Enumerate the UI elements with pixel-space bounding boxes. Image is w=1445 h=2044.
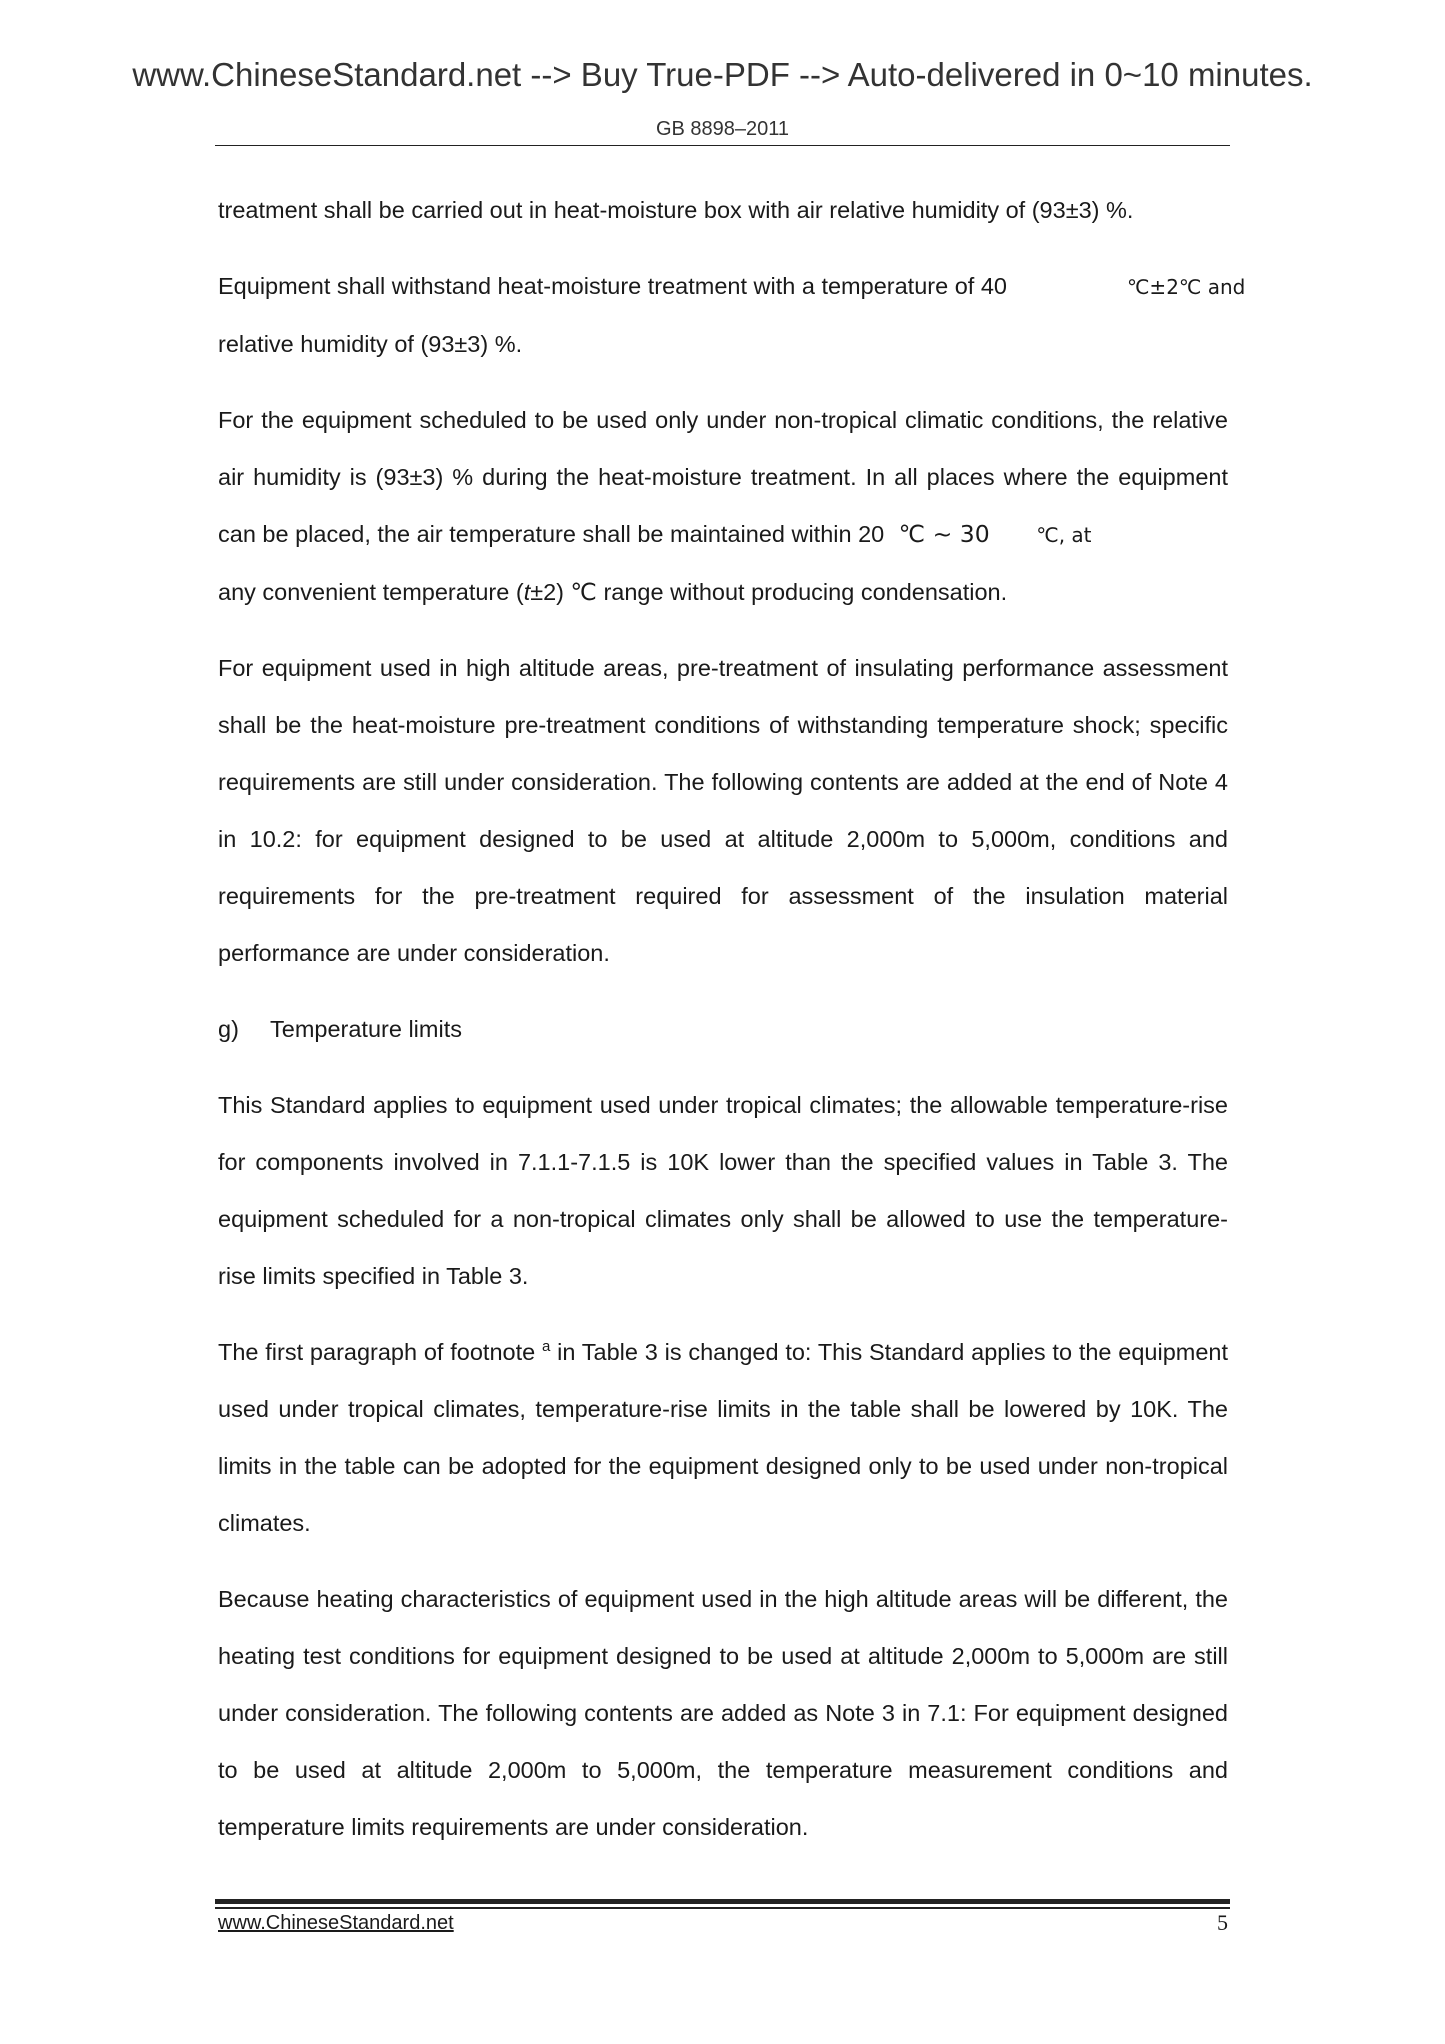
page-body xyxy=(218,182,1246,1875)
temperature-variable: t xyxy=(523,579,531,605)
footer-rule-thick xyxy=(215,1899,1230,1904)
paragraph-6-post: in Table 3 is changed to: This Standard applies to the equipment used under tropical climates, temperature-rise limits in the table shall be lowered by 10K. The limits in the table can be adopted for the equipment designed only to be used under non-tropical climates. xyxy=(218,1339,1229,1536)
footer-website-link[interactable]: www.ChineseStandard.net xyxy=(218,1912,454,1934)
paragraph-3-second-pre: any convenient temperature ( xyxy=(218,579,524,605)
list-item-g xyxy=(218,1001,1228,1058)
paragraph-3 xyxy=(218,392,1228,621)
list-item-marker: g) xyxy=(218,1016,239,1042)
footer-rule-thin xyxy=(215,1907,1230,1909)
temperature-tail: ℃±2℃ and xyxy=(1126,275,1246,299)
temperature-tail-2: ℃, at xyxy=(1036,523,1092,547)
paragraph-1: treatment shall be carried out in heat-moisture box with air relative humidity of (93±3) %. xyxy=(218,197,1134,223)
paragraph-2-text: Equipment shall withstand heat-moisture treatment with a temperature of 40 xyxy=(218,273,1007,299)
paragraph-4: For equipment used in high altitude areas, pre-treatment of insulating performance assessment shall be the heat-moisture pre-treatment conditions of withstanding temperature shock; specific requirements are still under consideration. The following contents are added at the end of Note 4 in 10.2: for equipment designed to be used at altitude 2,000m to 5,000m, conditions and requirements for the pre-treatment required for assessment of the insulation material performance are under consideration. xyxy=(218,655,1228,966)
paragraph-2 xyxy=(218,258,1246,373)
top-banner: www.ChineseStandard.net --> Buy True-PDF --> Auto-delivered in 0~10 minutes. xyxy=(132,56,1313,93)
standard-code: GB 8898–2011 xyxy=(655,118,790,140)
paragraph-6 xyxy=(218,1324,1228,1552)
paragraph-5: This Standard applies to equipment used under tropical climates; the allowable temperature-rise for components involved in 7.1.1-7.1.5 is 10K lower than the specified values in Table 3. The equipment scheduled for a non-tropical climates only shall be allowed to use the temperature-rise limits specified in Table 3. xyxy=(218,1092,1228,1289)
paragraph-3-second-post: ±2) ℃ range without producing condensation. xyxy=(530,579,1008,605)
header-rule xyxy=(215,145,1230,146)
footnote-marker: a xyxy=(541,1338,551,1356)
paragraph-2-line-1 xyxy=(218,258,1246,316)
list-item-title: Temperature limits xyxy=(270,1016,462,1042)
page-number: 5 xyxy=(1217,1910,1228,1935)
paragraph-2-line-2: relative humidity of (93±3) %. xyxy=(218,331,523,357)
paragraph-6-pre: The first paragraph of footnote xyxy=(218,1339,536,1365)
paragraph-3-main: For the equipment scheduled to be used only under non-tropical climatic conditions, the relative air humidity is (93±3) % during the heat-moisture treatment. In all places where the equipment can be placed, the air temperature shall be maintained within 20 xyxy=(218,407,1228,547)
temperature-range: ℃ ~ 30 xyxy=(898,520,990,548)
paragraph-7: Because heating characteristics of equipment used in the high altitude areas will be different, the heating test conditions for equipment designed to be used at altitude 2,000m to 5,000m are still under consideration. The following contents are added as Note 3 in 7.1: For equipment designed to be used at altitude 2,000m to 5,000m, the temperature measurement conditions and temperature limits requirements are under consideration. xyxy=(218,1586,1228,1840)
